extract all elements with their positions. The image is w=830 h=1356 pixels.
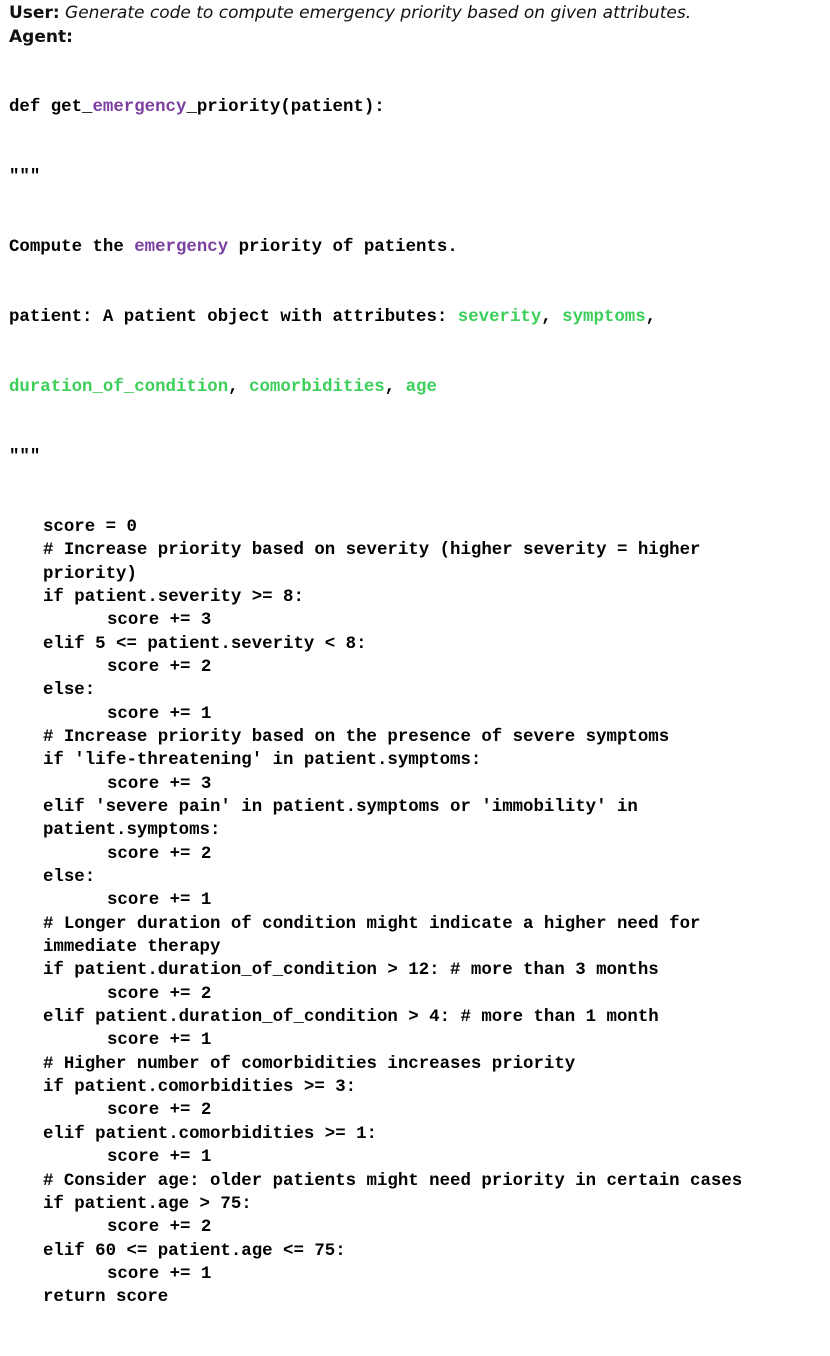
code-line: elif patient.comorbidities >= 1: [43, 1124, 377, 1144]
code-line: elif patient.duration_of_condition > 4: # more than 1 month [43, 1008, 659, 1028]
chat-transcript [9, 2, 827, 1356]
attribute-separator: , [541, 307, 563, 327]
def-highlight-keyword: emergency [92, 97, 187, 117]
docstring-line-2 [9, 306, 827, 329]
code-line: elif 5 <= patient.severity < 8: [43, 634, 367, 654]
attribute-duration: duration_of_condition [9, 377, 229, 397]
attribute-separator: , [228, 377, 250, 397]
code-line: # Increase priority based on severity (higher severity = higher [43, 541, 701, 561]
doc-line1-highlight: emergency [134, 237, 229, 257]
docstring-close: """ [9, 447, 41, 467]
function-body [9, 516, 827, 1310]
user-message-row [9, 2, 827, 26]
attribute-separator: , [645, 307, 657, 327]
code-line: score += 2 [107, 844, 212, 864]
code-line: # Higher number of comorbidities increases priority [43, 1054, 576, 1074]
code-line: if patient.comorbidities >= 3: [43, 1078, 357, 1098]
attribute-separator: , [384, 377, 406, 397]
function-signature [9, 96, 827, 119]
code-line: if patient.duration_of_condition > 12: # more than 3 months [43, 961, 659, 981]
code-block [9, 49, 827, 1356]
user-label: User: [9, 3, 60, 23]
code-line: priority) [43, 564, 137, 584]
code-line: score += 1 [107, 1148, 212, 1168]
code-line: elif 60 <= patient.age <= 75: [43, 1241, 346, 1261]
attribute-comorbidities: comorbidities [249, 377, 385, 397]
code-line: score += 1 [107, 891, 212, 911]
def-suffix: _priority(patient): [186, 97, 385, 117]
code-line: # Increase priority based on the presence of severe symptoms [43, 727, 670, 747]
code-line: score += 1 [107, 1264, 212, 1284]
def-prefix: def get_ [9, 97, 93, 117]
code-line: # Consider age: older patients might need priority in certain cases [43, 1171, 743, 1191]
agent-label-row [9, 26, 827, 50]
doc-line2-prefix: patient: A patient object with attributes: [9, 307, 458, 327]
code-line: if 'life-threatening' in patient.symptoms: [43, 751, 482, 771]
code-line: patient.symptoms: [43, 821, 221, 841]
code-line: return score [43, 1288, 169, 1308]
code-line: score += 2 [107, 1101, 212, 1121]
code-line: # Longer duration of condition might indicate a higher need for [43, 914, 701, 934]
code-line: immediate therapy [43, 938, 221, 958]
user-message-text: Generate code to compute emergency priority based on given attributes. [65, 3, 692, 23]
docstring-line-3 [9, 376, 827, 399]
docstring-open: """ [9, 167, 41, 187]
code-line: if patient.age > 75: [43, 1194, 252, 1214]
code-line: score += 3 [107, 774, 212, 794]
code-line: score += 3 [107, 611, 212, 631]
doc-line1-suffix: priority of patients. [228, 237, 458, 257]
docstring-line-1 [9, 236, 827, 259]
code-line: else: [43, 868, 96, 888]
attribute-symptoms: symptoms [562, 307, 646, 327]
code-line: if patient.severity >= 8: [43, 587, 304, 607]
attribute-age: age [405, 377, 437, 397]
code-line: score += 2 [107, 657, 212, 677]
code-line: else: [43, 681, 96, 701]
agent-label: Agent: [9, 26, 73, 47]
code-line: elif 'severe pain' in patient.symptoms or 'immobility' in [43, 798, 638, 817]
code-line: score += 1 [107, 704, 212, 724]
code-line: score += 1 [107, 1031, 212, 1051]
code-line: score = 0 [43, 517, 137, 537]
doc-line1-prefix: Compute the [9, 237, 135, 257]
code-line: score += 2 [107, 984, 212, 1004]
code-line: score += 2 [107, 1218, 212, 1238]
attribute-severity: severity [457, 307, 542, 327]
